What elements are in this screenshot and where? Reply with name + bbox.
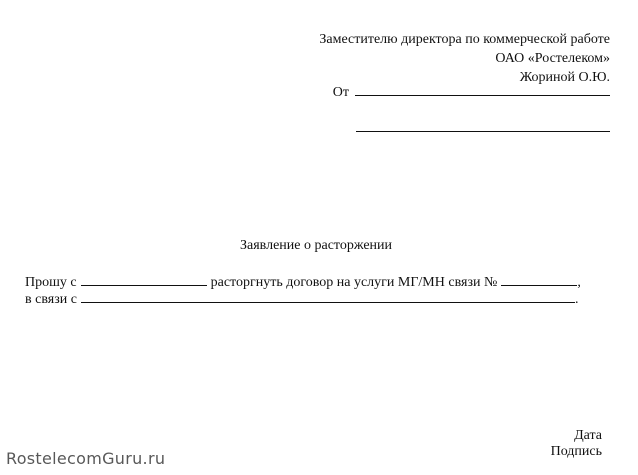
addressee-position: Заместителю директора по коммерческой работе [319, 32, 610, 47]
body-reason-label: в связи с [25, 292, 77, 307]
body-line2-end: . [574, 292, 579, 307]
addressee-block [319, 30, 610, 87]
body-line1-end: , [577, 275, 581, 290]
signature-label: Подпись [550, 444, 602, 459]
body-line-2 [25, 290, 578, 309]
contract-number-blank[interactable] [501, 273, 577, 286]
from-second-blank-field[interactable] [356, 119, 610, 132]
date-label: Дата [574, 428, 602, 443]
addressee-name: Жориной О.Ю. [519, 70, 610, 85]
reason-blank[interactable] [81, 290, 575, 303]
termination-date-blank[interactable] [81, 273, 207, 286]
site-watermark: RostelecomGuru.ru [6, 449, 166, 468]
signature-block [551, 428, 602, 460]
body-contract-text: расторгнуть договор на услуги МГ/МН связи № [210, 275, 498, 290]
from-line [333, 83, 610, 102]
from-blank-field[interactable] [355, 83, 610, 96]
document-title-row [0, 238, 638, 254]
from-label: От [332, 85, 349, 100]
document-title: Заявление о расторжении [239, 238, 393, 253]
addressee-company: ОАО «Ростелеком» [495, 51, 610, 66]
body-date-label: Прошу с [25, 275, 77, 290]
